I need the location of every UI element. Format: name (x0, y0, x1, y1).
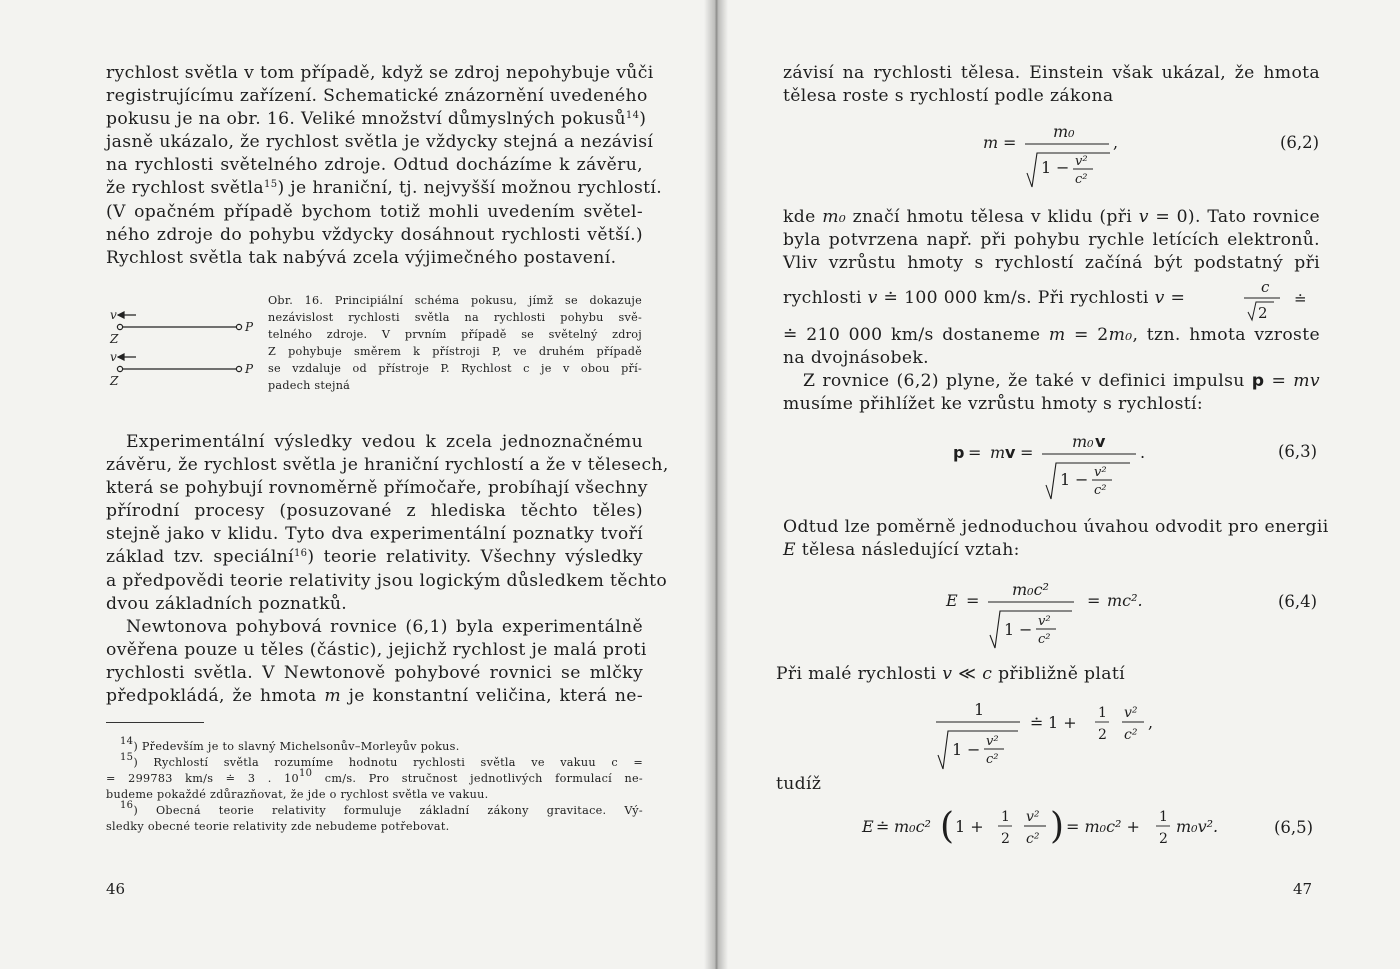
svg-text:2: 2 (1258, 304, 1268, 322)
left-paragraph-1: rychlost světla v tom případě, když se zdroj nepohybuje vůči registrujícímu zařízení. Schematické znázornění uvedeného pokusu je na obr. 16. Veliké množství důmyslných pokusů$^{14}$) jasně ukázalo, že rychlost světla je vždycky stejná a nezávisí na rychlosti světelného zdroje. Odtud docházíme k závěru, že rychlost světla$^{15}$) je hraniční, tj. nejvyšší možnou rychlostí. (V opačném případě bychom totiž mohli uvedením světel- ného zdroje do pohybu vždycky dosáhnout rychlosti větší.) Rychlost světla tak nabývá zcela výjimečného postavení. (106, 63, 663, 268)
label-v-1: v (110, 308, 117, 322)
equation-6-5 (860, 800, 1240, 858)
svg-text:=: = (966, 591, 980, 610)
equation-approximation (930, 695, 1170, 775)
svg-text:1: 1 (1159, 809, 1168, 825)
figure-16-schematic (108, 305, 258, 400)
svg-text:= m₀c² +: = m₀c² + (1066, 817, 1140, 836)
tudiz-label: tudíž (776, 774, 822, 794)
svg-text:(: ( (940, 806, 955, 847)
footnotes: $^{14}$) Především je to slavný Michelsonův–Morleyův pokus. $^{15}$) Rychlostí světla rozumíme hodnotu rychlosti světla ve vakuu c = = 299783 km/s ≐ 3 . $10^{10}$ cm/s. Pro stručnost jednotlivých formulací ne- budeme pokaždé zdůrazňovat, že jde o rychlost světla ve vakuu. $^{16}$) Obecná teorie relativity formuluje základní zákony gravitace. Vý- sledky obecné teorie relativity zde nebudeme potřebovat. (106, 736, 643, 834)
svg-text:p: p (953, 443, 965, 462)
right-paragraph-b2: ≐ 210 000 km/s dostaneme m = 2m₀, tzn. hmota vzroste na dvojnásobek. Z rovnice (6,2) plyne, že také v definici impulsu p = mv musíme přihlížet ke vzrůstu hmoty s rychlostí: (783, 325, 1320, 415)
svg-text:1: 1 (952, 740, 963, 759)
svg-text:m₀: m₀ (1053, 122, 1075, 141)
svg-text:v²: v² (1094, 465, 1107, 480)
svg-text:c²: c² (1124, 727, 1138, 743)
page-number-left: 46 (106, 880, 126, 898)
footnote-ref-16: 16 (293, 548, 308, 560)
right-paragraph-e: Při malé rychlosti v ≪ c přibližně platí (776, 664, 1125, 684)
book-gutter (704, 0, 728, 969)
svg-text:v²: v² (1075, 154, 1088, 169)
left-paragraph-2: Experimentální výsledky vedou k zcela jednoznačnému závěru, že rychlost světla je hraniční rychlostí a že v tělesech, která se pohybují rovnoměrně přímočaře, probíhají všechny přírodní procesy (posuzované z hlediska těchto těles) stejně jako v klidu. Tyto dva experimentální poznatky tvoří základ tzv. speciální$^{16}$) teorie relativity. Všechny výsledky a předpovědi teorie relativity jsou logickým důsledkem těchto dvou základních poznatků. Newtonova pohybová rovnice (6,1) byla experimentálně ověřena pouze u těles (částic), jejichž rychlost je malá proti rychlosti světla. V Newtonově pohybové rovnici se mlčky předpokládá, že hmota m je konstantní veličina, která ne- (106, 432, 669, 707)
svg-text:v²: v² (1124, 705, 1138, 721)
svg-text:1: 1 (1098, 705, 1107, 721)
svg-text:≐: ≐ (1294, 290, 1307, 308)
svg-text:2: 2 (1159, 831, 1168, 847)
right-paragraph-b: kde m₀ značí hmotu tělesa v klidu (při v = 0). Tato rovnice byla potvrzena např. při pohybu rychle letících elektronů. Vliv vzrůstu hmoty s rychlostí začíná být podstatný při (783, 207, 1321, 274)
right-paragraph-d: Odtud lze poměrně jednoduchou úvahou odvodit pro energii E tělesa následující vztah: (783, 517, 1329, 561)
footnote-ref-14: 14 (625, 110, 640, 122)
svg-text:m₀v².: m₀v². (1176, 817, 1219, 836)
svg-text:c²: c² (1038, 632, 1051, 647)
svg-text:≐: ≐ (1030, 713, 1044, 732)
svg-text:,: , (1113, 133, 1119, 152)
equation-6-3 (950, 425, 1150, 503)
svg-text:m₀: m₀ (1072, 432, 1094, 451)
svg-text:m₀c²: m₀c² (894, 817, 931, 836)
label-z-2: Z (110, 374, 119, 388)
figure-16-caption: Obr. 16. Principiální schéma pokusu, jímž se dokazuje nezávislost rychlosti světla na rychlosti pohybu svě- telného zdroje. V prvním případě se světelný zdroj Z pohybuje směrem k přístroji P, ve druhém případě se vzdaluje od přístroje P. Rychlost c je v obou pří- padech stejná (268, 294, 642, 392)
equation-number-6-3: (6,3) (1278, 442, 1318, 461)
equation-6-2 (975, 115, 1125, 193)
svg-text:m₀c²: m₀c² (1012, 580, 1049, 599)
svg-text:v²: v² (1026, 809, 1040, 825)
svg-text:=: = (1003, 133, 1017, 152)
svg-text:=: = (1020, 443, 1034, 462)
svg-text:2: 2 (1098, 727, 1107, 743)
equation-number-6-5: (6,5) (1274, 818, 1314, 837)
svg-text:1 +: 1 + (1048, 713, 1077, 732)
svg-text:1: 1 (1041, 158, 1052, 177)
label-v-2: v (110, 350, 117, 364)
right-intro: závisí na rychlosti tělesa. Einstein však ukázal, že hmota tělesa roste s rychlostí podle zákona (783, 63, 1320, 107)
svg-text:1: 1 (1001, 809, 1010, 825)
svg-text:c: c (1261, 278, 1270, 296)
equation-number-6-4: (6,4) (1278, 592, 1318, 611)
label-z-1: Z (110, 332, 119, 346)
svg-text:c²: c² (1075, 172, 1088, 187)
svg-text:m: m (990, 443, 1006, 462)
footnote-ref-15: 15 (264, 179, 278, 191)
svg-text:E: E (862, 817, 874, 836)
svg-text:c²: c² (1026, 831, 1040, 847)
footnote-divider (106, 722, 204, 723)
svg-text:2: 2 (1001, 831, 1010, 847)
svg-text:−: − (967, 740, 981, 759)
label-p-2: P (245, 362, 254, 376)
svg-text:m: m (983, 133, 999, 152)
equation-number-6-2: (6,2) (1280, 133, 1320, 152)
svg-text:): ) (1050, 806, 1065, 847)
svg-text:E: E (946, 591, 958, 610)
svg-text:1: 1 (1060, 470, 1071, 489)
svg-text:,: , (1148, 713, 1154, 732)
label-p-1: P (245, 320, 254, 334)
detector-p-1 (236, 324, 241, 329)
svg-text:−: − (1075, 470, 1089, 489)
svg-text:v: v (1095, 432, 1106, 451)
svg-text:v²: v² (986, 734, 999, 749)
svg-text:.: . (1140, 443, 1146, 462)
source-z-2 (117, 366, 122, 371)
svg-text:−: − (1056, 158, 1070, 177)
fraction-c-over-sqrt2 (1238, 278, 1323, 326)
speed-line: rychlosti v ≐ 100 000 km/s. Při rychlosti v = (783, 288, 1186, 308)
svg-text:mc².: mc². (1107, 591, 1143, 610)
svg-text:c²: c² (986, 752, 999, 767)
svg-text:1: 1 (1004, 620, 1015, 639)
svg-text:=: = (968, 443, 982, 462)
svg-text:−: − (1019, 620, 1033, 639)
svg-text:1 +: 1 + (955, 817, 984, 836)
svg-text:c²: c² (1094, 483, 1107, 498)
svg-text:1: 1 (974, 700, 985, 719)
detector-p-2 (236, 366, 241, 371)
svg-text:≐: ≐ (876, 817, 890, 836)
source-z-1 (117, 324, 122, 329)
equation-6-4 (944, 575, 1164, 653)
svg-text:v²: v² (1038, 614, 1051, 629)
page-number-right: 47 (1293, 880, 1313, 898)
svg-text:=: = (1087, 591, 1101, 610)
svg-text:v: v (1005, 443, 1016, 462)
